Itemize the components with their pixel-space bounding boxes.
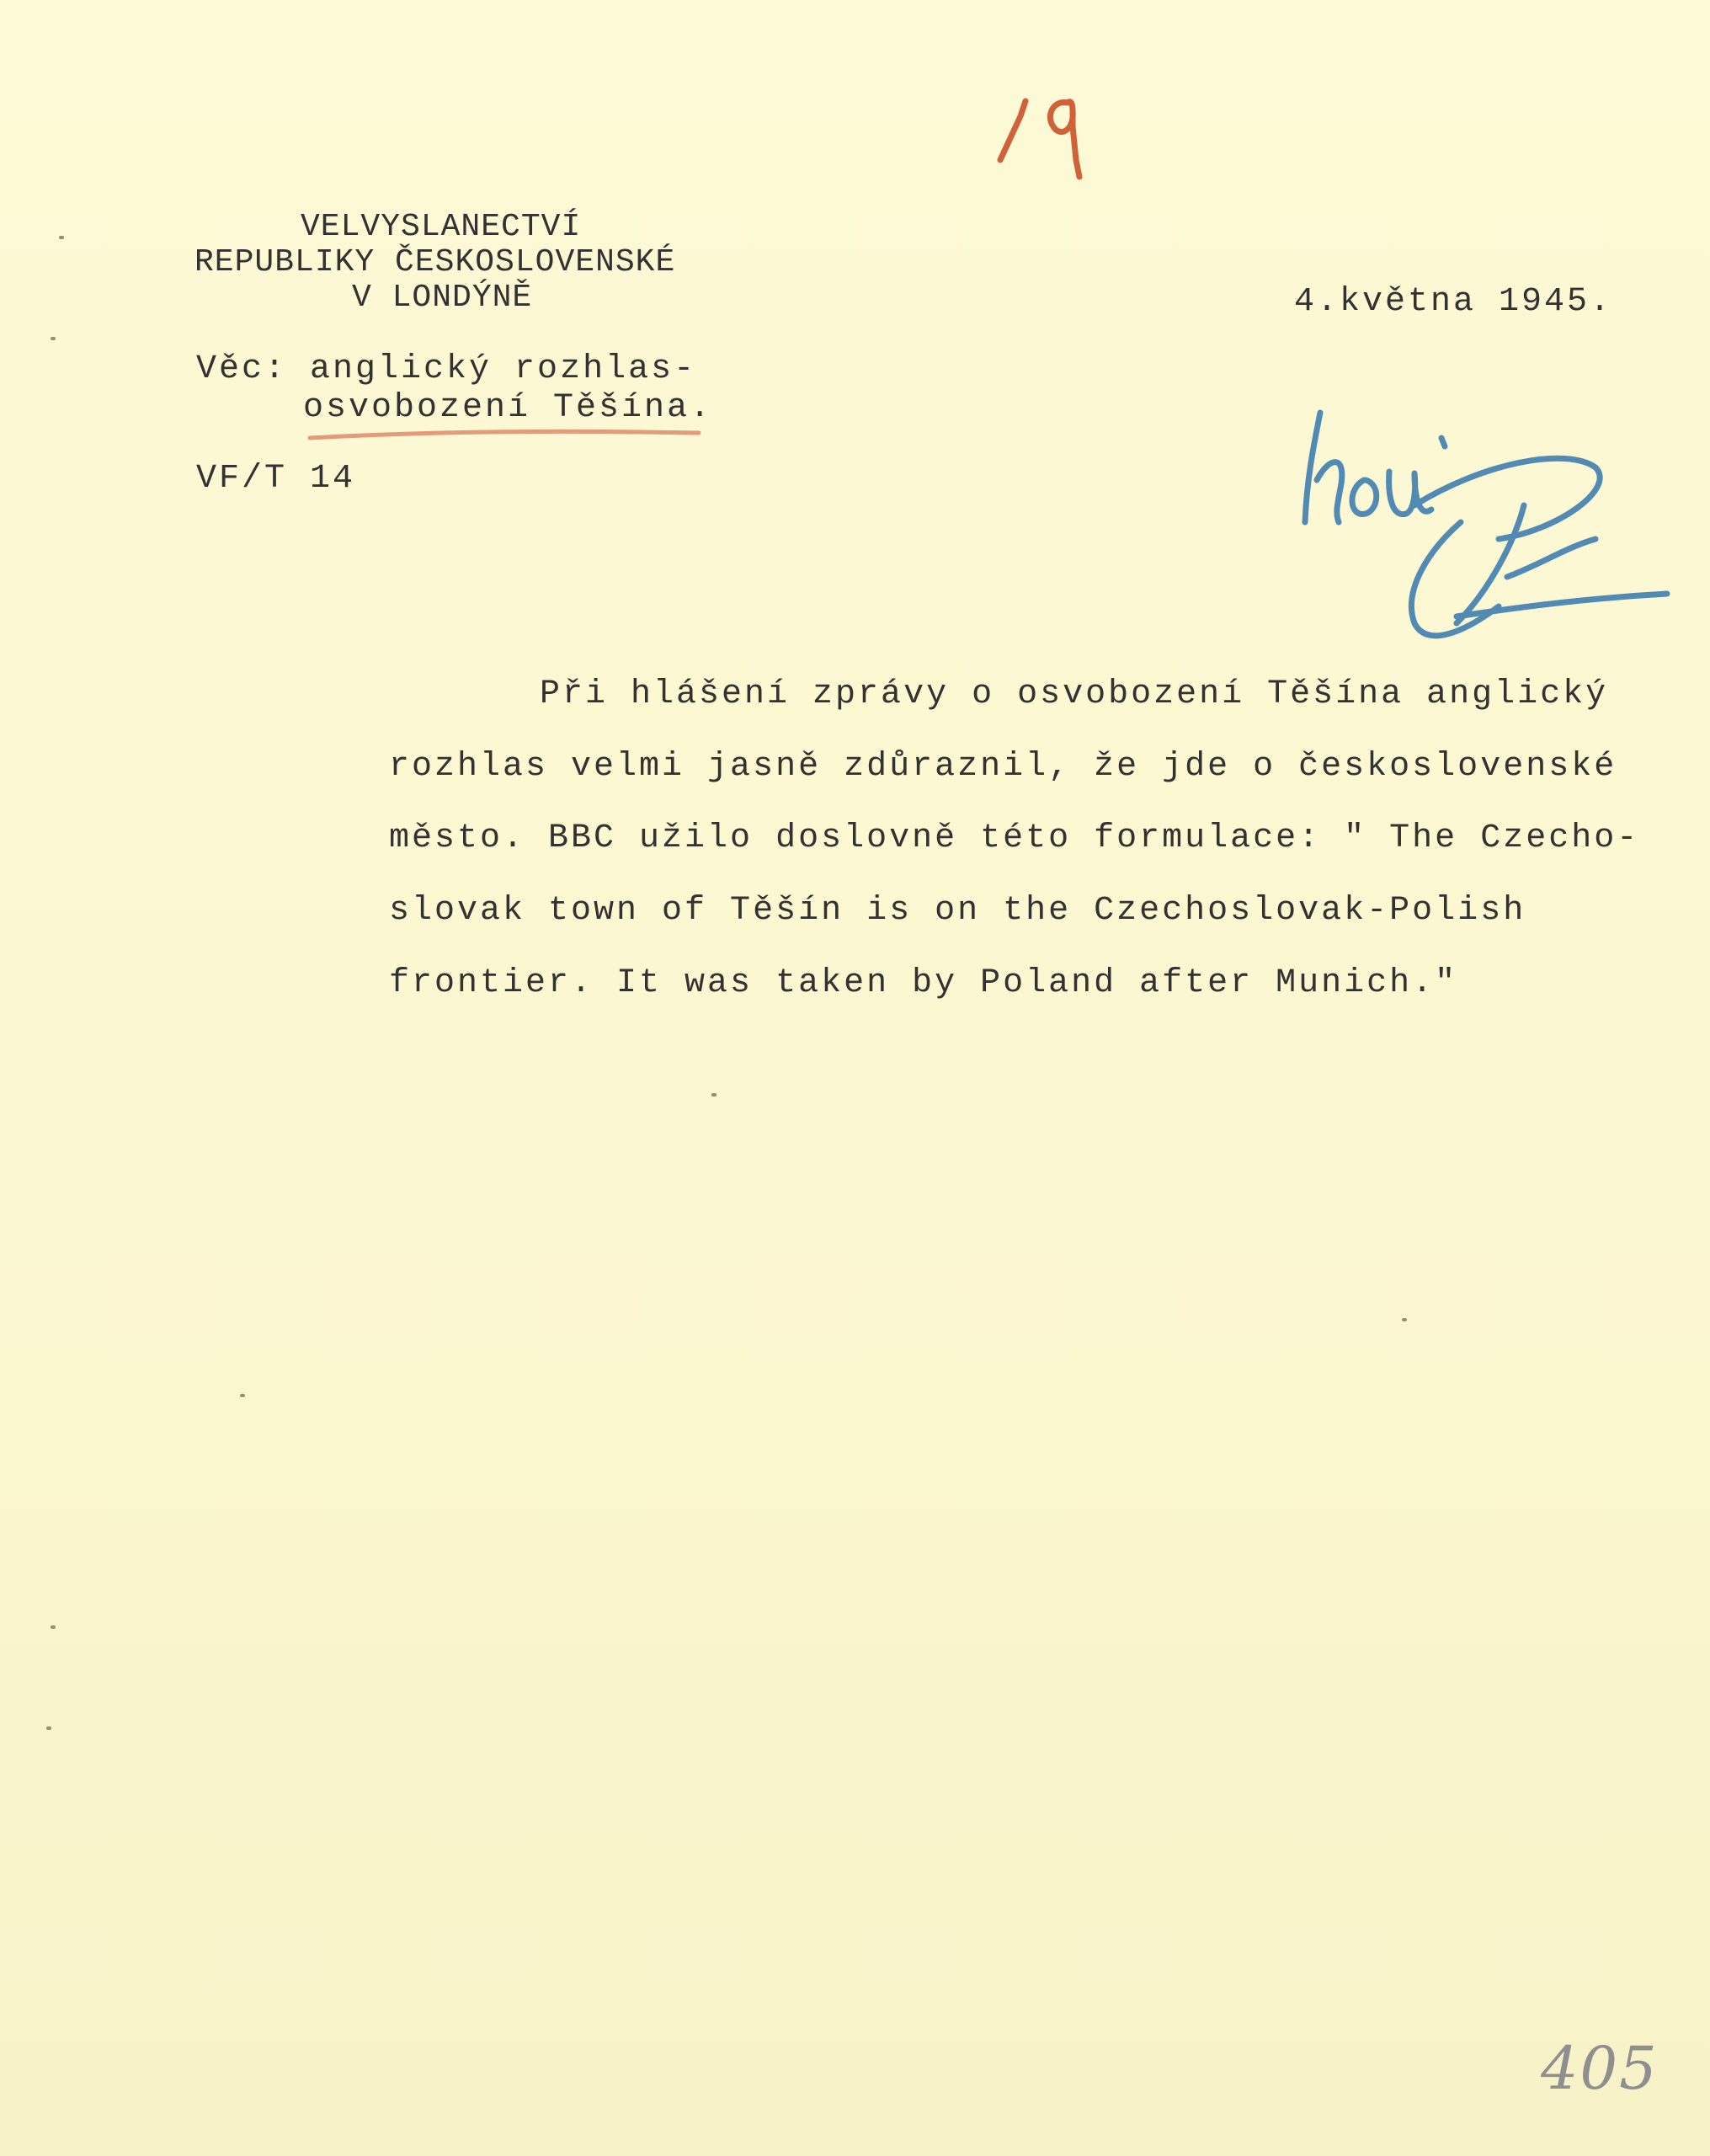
paper-speck: [46, 1726, 51, 1730]
subject-line-1: Věc: anglický rozhlas-: [196, 350, 697, 388]
letterhead-line-2: REPUBLIKY ČESKOSLOVENSKÉ: [194, 244, 676, 280]
subject-line-2: osvobození Těšína.: [303, 389, 713, 427]
body-line-3: město. BBC užilo doslovně této formulace: " The Czecho-: [389, 819, 1640, 857]
letter-date: 4.května 1945.: [1294, 283, 1613, 321]
reference-number: VF/T 14: [196, 460, 356, 498]
body-line-4: slovak town of Těšín is on the Czechoslovak-Polish: [389, 892, 1526, 930]
red-underline-mark: [303, 421, 707, 446]
body-line-5: frontier. It was taken by Poland after Munich.": [389, 964, 1458, 1002]
body-line-1: Při hlášení zprávy o osvobození Těšína anglický: [540, 675, 1609, 713]
paper-speck: [51, 1625, 56, 1629]
paper-speck: [1402, 1318, 1407, 1321]
paper-speck: [51, 337, 56, 340]
handwritten-page-number-mark: [985, 67, 1111, 185]
folio-number: 405: [1541, 2034, 1659, 2103]
paper-speck: [711, 1093, 716, 1097]
letterhead-line-3: V LONDÝNĚ: [352, 280, 533, 316]
paper-speck: [59, 236, 64, 239]
handwritten-signature-mark: [1288, 396, 1675, 674]
paper-speck: [240, 1394, 245, 1397]
letterhead-line-1: VELVYSLANECTVÍ: [301, 209, 582, 245]
body-line-2: rozhlas velmi jasně zdůraznil, že jde o československé: [389, 748, 1617, 786]
